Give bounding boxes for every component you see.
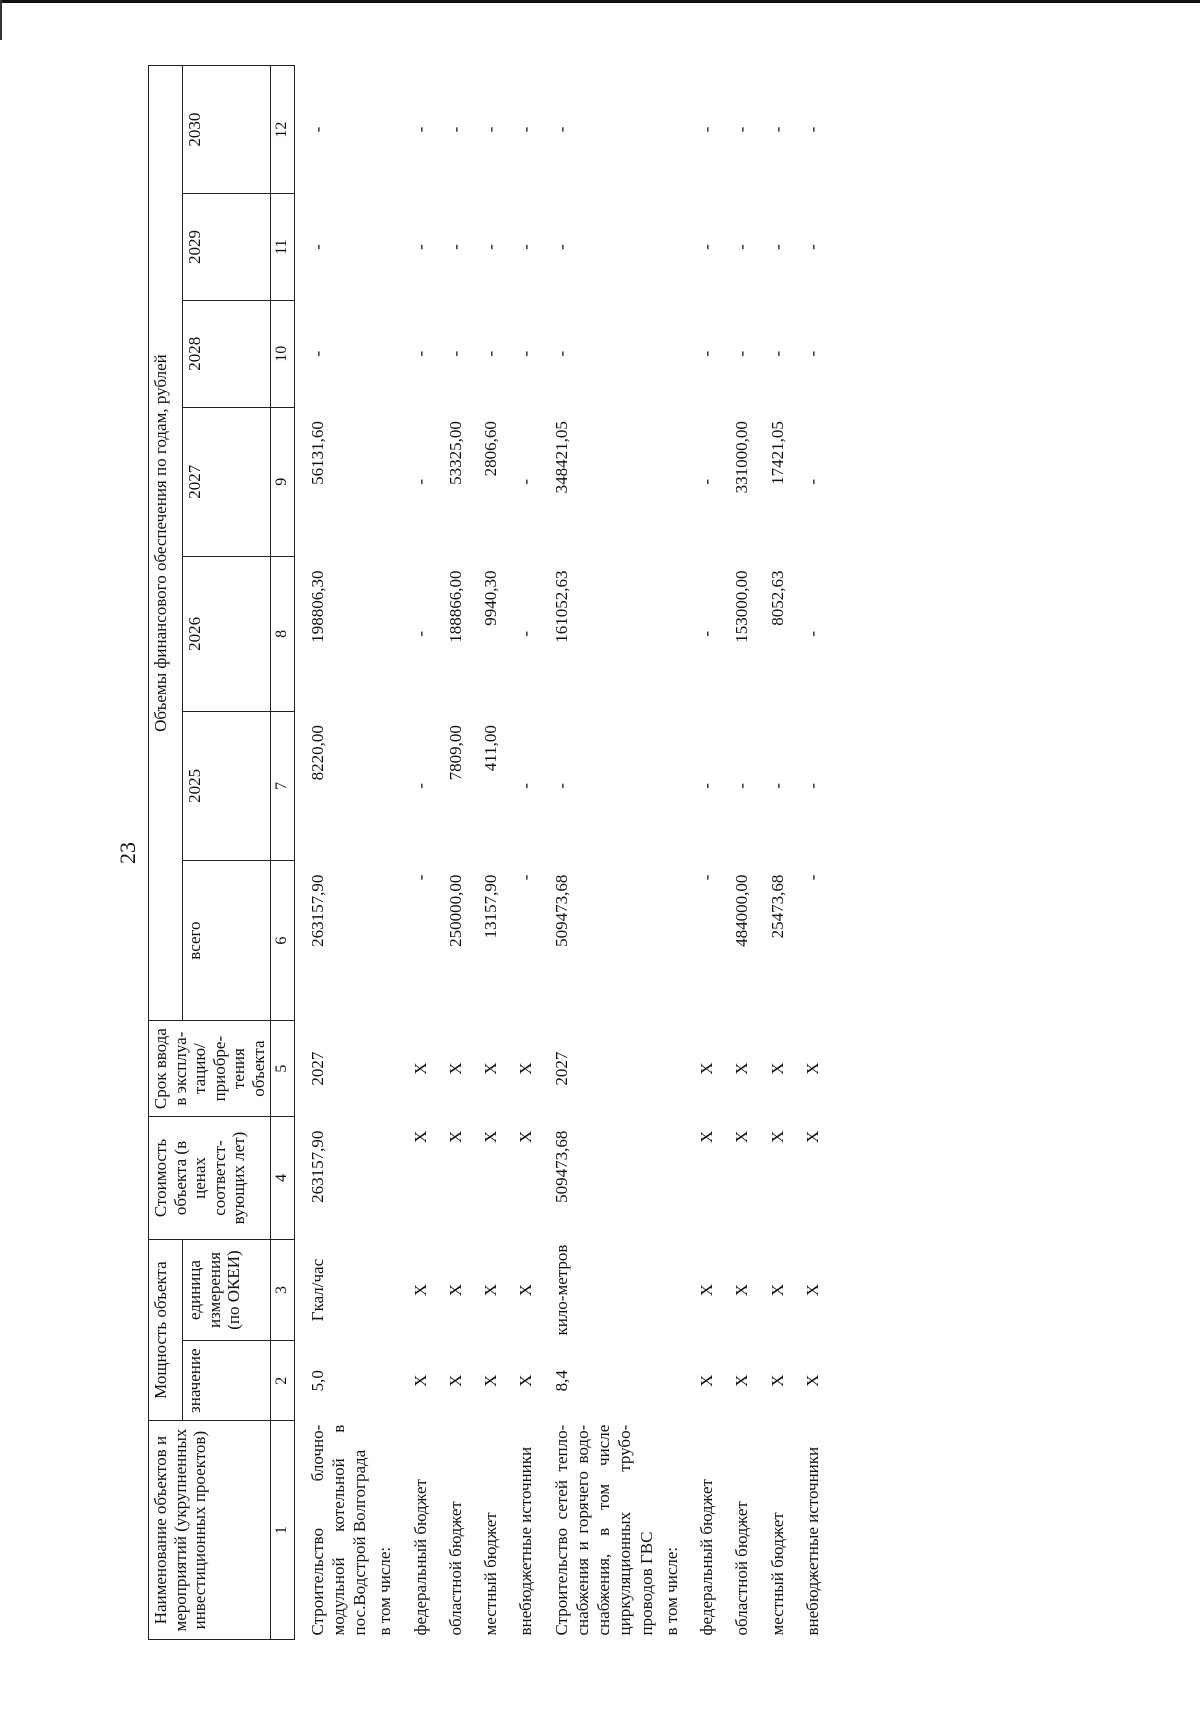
table-row (503, 66, 538, 1640)
cell-empty (372, 300, 397, 407)
cell-empty (372, 1117, 397, 1240)
cell-y2027: 2806,60 (481, 421, 501, 477)
cell-y2029: - (551, 244, 571, 250)
cell-y2028: - (767, 350, 787, 357)
cell-unit: X (732, 1283, 752, 1297)
cell-total: 509473,68 (551, 874, 571, 947)
cell-y2029: - (410, 244, 430, 250)
cell-y2025: 8220,00 (307, 725, 327, 781)
cell-y2025: - (551, 783, 571, 789)
cell-y2027: - (697, 478, 717, 485)
cell-value: X (516, 1374, 536, 1387)
cell-y2027: - (516, 478, 536, 485)
header-year: 2029 (183, 194, 271, 301)
cell-name: местный бюджет (481, 1512, 501, 1636)
col-number: 9 (271, 407, 294, 556)
table-row-label (659, 66, 684, 1640)
cell-term: X (481, 1062, 501, 1075)
cell-y2030: - (732, 126, 752, 133)
cell-cost: X (445, 1130, 465, 1143)
cell-y2025: 411,00 (481, 725, 501, 772)
cell-y2029: - (481, 244, 501, 250)
cell-term: X (516, 1062, 536, 1075)
rotated-table-container (148, 65, 1073, 1640)
cell-value: X (481, 1374, 501, 1387)
cell-empty (372, 194, 397, 301)
cell-value: X (732, 1374, 752, 1387)
table-row-label (372, 66, 397, 1640)
table-row (790, 66, 825, 1640)
cell-value: X (445, 1374, 465, 1387)
cell-empty (372, 556, 397, 711)
cell-empty (659, 711, 684, 860)
cell-y2028: - (802, 350, 822, 357)
cell-value: X (802, 1374, 822, 1387)
cell-cost: X (732, 1130, 752, 1143)
header-funding: Объемы финансового обеспечения по годам, рублей (149, 66, 183, 1021)
cell-value: X (767, 1374, 787, 1387)
cell-total: 13157,90 (481, 874, 501, 939)
cell-y2026: 9940,30 (481, 570, 501, 626)
cell-value: 8,4 (551, 1370, 571, 1392)
cell-unit: Гкал/час (307, 1258, 327, 1322)
cell-y2029: - (697, 244, 717, 250)
header-year: 2028 (183, 300, 271, 407)
cell-y2030: - (516, 126, 536, 133)
cell-y2025: 7809,00 (445, 725, 465, 781)
cell-y2028: - (481, 350, 501, 357)
cell-empty (372, 1341, 397, 1421)
cell-y2027: 56131,60 (307, 421, 327, 485)
cell-y2027: - (802, 478, 822, 485)
cell-term: X (732, 1062, 752, 1075)
table-row (294, 66, 372, 1640)
cell-y2028: - (697, 350, 717, 357)
cell-y2029: - (516, 244, 536, 250)
cell-term: X (410, 1062, 430, 1075)
header-name: Наименование объектов и мероприятий (укрупненных инвестиционных проектов) (149, 1421, 271, 1640)
cell-y2025: - (802, 783, 822, 789)
cell-total: 484000,00 (732, 874, 752, 947)
cell-cost: X (802, 1130, 822, 1143)
cell-y2025: - (767, 783, 787, 789)
col-number: 8 (271, 556, 294, 711)
cell-y2030: - (767, 126, 787, 133)
cell-y2027: 17421,05 (767, 421, 787, 485)
header-year: 2030 (183, 66, 271, 194)
cell-name: федеральный бюджет (697, 1479, 717, 1636)
cell-name: внебюджетные источники (802, 1446, 822, 1636)
cell-unit: X (410, 1283, 430, 1297)
cell-total: 263157,90 (307, 874, 327, 947)
col-number: 7 (271, 711, 294, 860)
cell-term: X (697, 1062, 717, 1075)
table-row (755, 66, 790, 1640)
cell-y2030: - (445, 126, 465, 133)
col-number: 12 (271, 66, 294, 194)
cell-y2028: - (551, 350, 571, 357)
header-cost: Стоимость объекта (в ценах соответст-вующих лет) (149, 1117, 271, 1240)
col-number: 10 (271, 300, 294, 407)
cell-y2026: 188866,00 (445, 570, 465, 643)
cell-y2030: - (481, 126, 501, 133)
cell-unit: X (802, 1283, 822, 1297)
table-row (468, 66, 503, 1640)
cell-empty (659, 861, 684, 1021)
cell-total: - (410, 874, 430, 881)
cell-y2028: - (307, 350, 327, 357)
cell-y2028: - (732, 350, 752, 357)
cell-total: - (697, 874, 717, 881)
header-capacity-value: значение (183, 1341, 271, 1421)
cell-y2028: - (516, 350, 536, 357)
cell-value: X (697, 1374, 717, 1387)
col-number: 1 (271, 1421, 294, 1640)
header-year: 2027 (183, 407, 271, 556)
cell-empty (659, 407, 684, 556)
cell-y2027: 348421,05 (551, 421, 571, 494)
cell-y2025: - (410, 783, 430, 789)
cell-empty (372, 711, 397, 860)
header-total: всего (183, 861, 271, 1021)
cell-empty (659, 1021, 684, 1117)
cell-empty (659, 194, 684, 301)
left-border (0, 0, 2, 40)
cell-value: 5,0 (307, 1370, 327, 1392)
cell-y2027: 53325,00 (445, 421, 465, 485)
cell-value: X (410, 1374, 430, 1387)
table-header (149, 66, 295, 1640)
cell-total: - (516, 874, 536, 881)
cell-name: внебюджетные источники (516, 1446, 536, 1636)
top-border (0, 0, 1200, 3)
cell-name: федеральный бюджет (410, 1479, 430, 1636)
table-row (539, 66, 659, 1640)
cell-y2026: - (516, 630, 536, 637)
table-row (684, 66, 719, 1640)
cell-y2025: - (697, 783, 717, 789)
page-number: 23 (115, 842, 140, 864)
col-number: 5 (271, 1021, 294, 1117)
table-body (294, 66, 825, 1640)
cell-total: 250000,00 (445, 874, 465, 947)
cell-cost: X (481, 1130, 501, 1143)
header-capacity: Мощность объекта (149, 1239, 183, 1420)
cell-cost: X (516, 1130, 536, 1143)
header-term: Срок ввода в эксплуа-тацию/ приобре-тения объекта (149, 1021, 271, 1117)
cell-y2029: - (307, 244, 327, 250)
cell-empty (659, 300, 684, 407)
cell-y2030: - (410, 126, 430, 133)
cell-name: областной бюджет (445, 1501, 465, 1636)
cell-y2026: - (410, 630, 430, 637)
cell-cost: X (410, 1130, 430, 1143)
cell-unit: X (481, 1283, 501, 1297)
cell-term: 2027 (551, 1051, 571, 1086)
header-capacity-unit: единица измерения (по ОКЕИ) (183, 1239, 271, 1340)
col-number: 2 (271, 1341, 294, 1421)
cell-empty (372, 66, 397, 194)
cell-empty (659, 556, 684, 711)
cell-y2026: - (697, 630, 717, 637)
header-year: 2025 (183, 711, 271, 860)
cell-name: местный бюджет (767, 1512, 787, 1636)
table-row (719, 66, 754, 1640)
table-row (398, 66, 433, 1640)
cell-total: 25473,68 (767, 874, 787, 939)
cell-empty (372, 1021, 397, 1117)
cell-empty (659, 1239, 684, 1340)
cell-y2029: - (767, 244, 787, 250)
cell-y2029: - (445, 244, 465, 250)
cell-y2026: - (802, 630, 822, 637)
cell-y2029: - (732, 244, 752, 250)
header-year: 2026 (183, 556, 271, 711)
cell-y2026: 161052,63 (551, 570, 571, 643)
funding-table (148, 65, 825, 1640)
cell-term: X (767, 1062, 787, 1075)
cell-y2026: 153000,00 (732, 570, 752, 643)
cell-y2030: - (307, 126, 327, 133)
cell-empty (372, 407, 397, 556)
cell-y2030: - (802, 126, 822, 133)
cell-y2029: - (802, 244, 822, 250)
table-row (433, 66, 468, 1640)
cell-cost: 509473,68 (551, 1130, 571, 1203)
cell-unit: X (697, 1283, 717, 1297)
cell-term: X (802, 1062, 822, 1075)
cell-y2026: 198806,30 (307, 570, 327, 643)
cell-unit: X (445, 1283, 465, 1297)
cell-y2025: - (516, 783, 536, 789)
cell-y2030: - (551, 126, 571, 133)
cell-term: 2027 (307, 1051, 327, 1086)
col-number: 6 (271, 861, 294, 1021)
cell-name: Строительство сетей тепло-снабжения и горячего водо-снабжения, в том числе циркуляционных трубо-проводов ГВС (551, 1424, 656, 1636)
cell-empty (372, 861, 397, 1021)
cell-total: - (802, 874, 822, 881)
cell-unit: X (516, 1283, 536, 1297)
cell-unit: X (767, 1283, 787, 1297)
cell-y2027: - (410, 478, 430, 485)
cell-empty (372, 1239, 397, 1340)
cell-cost: 263157,90 (307, 1130, 327, 1203)
cell-name: Строительство блочно-модульной котельной в пос.Водстрой Волгограда (307, 1424, 370, 1636)
cell-y2028: - (445, 350, 465, 357)
cell-empty (659, 66, 684, 194)
cell-term: X (445, 1062, 465, 1075)
cell-empty (659, 1117, 684, 1240)
cell-y2025: - (732, 783, 752, 789)
col-number: 4 (271, 1117, 294, 1240)
cell-unit: кило-метров (551, 1244, 571, 1336)
cell-y2026: 8052,63 (767, 570, 787, 626)
col-number: 3 (271, 1239, 294, 1340)
cell-empty (659, 1341, 684, 1421)
cell-name: в том числе: (375, 1546, 395, 1636)
cell-y2028: - (410, 350, 430, 357)
col-number: 11 (271, 194, 294, 301)
cell-cost: X (697, 1130, 717, 1143)
cell-y2027: 331000,00 (732, 421, 752, 494)
cell-cost: X (767, 1130, 787, 1143)
cell-name: областной бюджет (732, 1501, 752, 1636)
cell-y2030: - (697, 126, 717, 133)
cell-name: в том числе: (661, 1546, 681, 1636)
